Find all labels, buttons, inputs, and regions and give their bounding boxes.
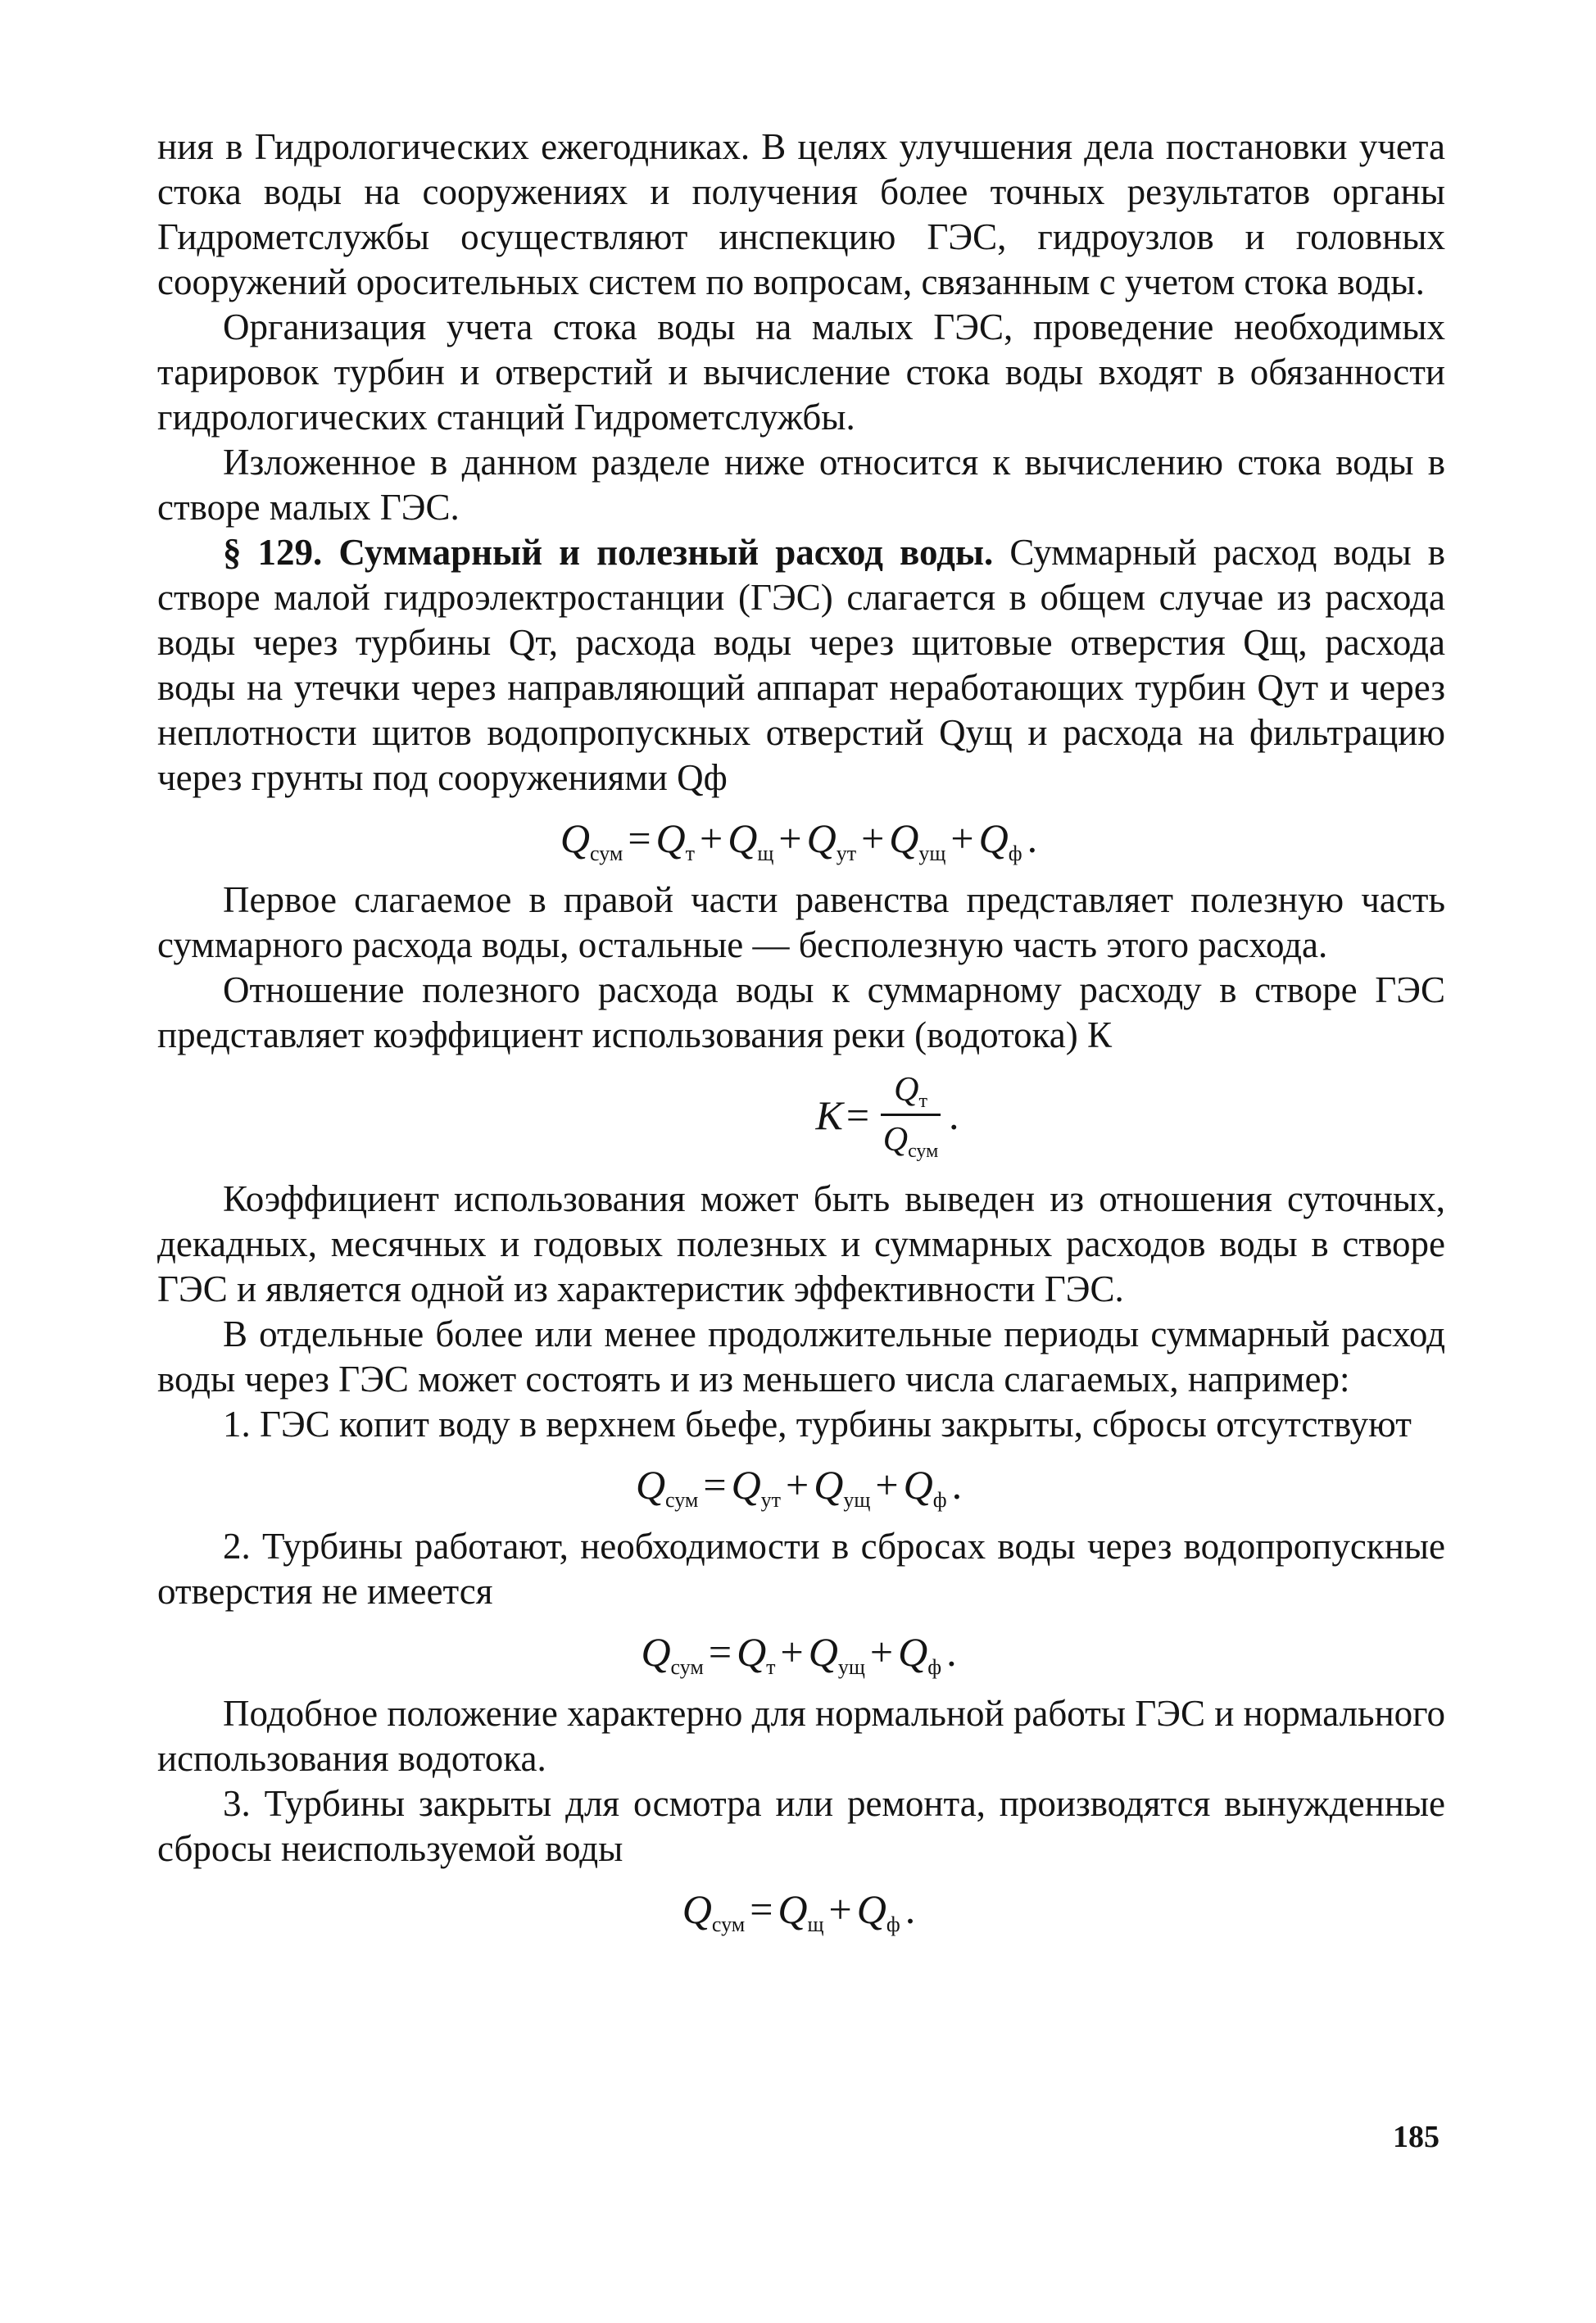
formula-utilization-coefficient: K = $\frac{Q_т}{Q_{сум}}$ . — [815, 1071, 959, 1162]
paragraph-1: ния в Гидрологических ежегодниках. В целях улучшения дела постановки учета стока воды на сооружениях и получения более точных результатов органы Гидрометслужбы осуществляют инспекцию ГЭС, гидроузлов и головных сооружений оросительных систем по вопросам, связанным с учетом стока воды. — [157, 126, 1445, 302]
section-heading: § 129. Суммарный и полезный расход воды. — [223, 532, 994, 573]
paragraph-7: Коэффициент использования может быть выведен из отношения суточных, декадных, месячных и годовых полезных и суммарных расходов воды в створе ГЭС и является одной из характеристик эффективности ГЭС. — [157, 1178, 1445, 1309]
section-body: Суммарный расход воды в створе малой гидроэлектростанции (ГЭС) слагается в общем случае из расхода воды через турбины Qт, расхода воды через щитовые отверстия Qщ, расхода воды на утечки через направляющий аппарат неработающих турбин Qут и через неплотности щитов водопропускных отверстий Qущ и расхода на фильтрацию через грунты под сооружениями Qф — [157, 532, 1445, 798]
paragraph-9: 1. ГЭС копит воду в верхнем бьефе, турбины закрыты, сбросы отсутствуют — [223, 1404, 1412, 1445]
fraction: $\frac{Q_т}{Q_{сум}}$ — [881, 1071, 941, 1159]
paragraph-3: Изложенное в данном разделе ниже относится к вычислению стока воды в створе малых ГЭС. — [157, 442, 1445, 528]
paragraph-12: 3. Турбины закрыты для осмотра или ремонта, производятся вынужденные сбросы неиспользуемой воды — [157, 1783, 1445, 1869]
formula-case-3: $Q_{сум} = Q_щ + Q_ф$ . — [682, 1886, 916, 1936]
paragraph-5: Первое слагаемое в правой части равенства представляет полезную часть суммарного расхода воды, остальные — бесполезную часть этого расхода. — [157, 879, 1445, 965]
paragraph-8: В отдельные более или менее продолжительные периоды суммарный расход воды через ГЭС может состоять и из меньшего числа слагаемых, например: — [157, 1313, 1445, 1400]
formula-case-1: $Q_{сум} = Q_{ут} + Q_{ущ} + Q_ф$ . — [635, 1462, 963, 1512]
formula-total-discharge: $Q_{сум} = Q_т + Q_щ + Q_{ут} + Q_{ущ} + Q_ф$ . — [560, 815, 1038, 865]
formula-case-2: $Q_{сум} = Q_т + Q_{ущ} + Q_ф$ . — [641, 1629, 957, 1679]
paragraph-6: Отношение полезного расхода воды к суммарному расходу в створе ГЭС представляет коэффициент использования реки (водотока) К — [157, 969, 1445, 1055]
paragraph-10: 2. Турбины работают, необходимости в сбросах воды через водопропускные отверстия не имеется — [157, 1526, 1445, 1612]
paragraph-11: Подобное положение характерно для нормальной работы ГЭС и нормального использования водотока. — [157, 1693, 1445, 1779]
paragraph-2: Организация учета стока воды на малых ГЭС, проведение необходимых тарировок турбин и отверстий и вычисление стока воды входят в обязанности гидрологических станций Гидрометслужбы. — [157, 306, 1445, 438]
paragraph-section-129 — [157, 530, 1445, 801]
page-number: 185 — [1393, 2120, 1440, 2154]
